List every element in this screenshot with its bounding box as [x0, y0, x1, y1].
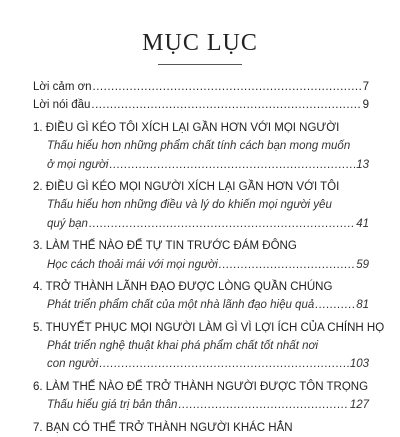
toc-page-number: 13	[356, 158, 369, 171]
table-of-contents	[33, 78, 385, 437]
chapter-subtitle-text: ở mọi người	[47, 158, 109, 171]
toc-page-number: 9	[362, 99, 369, 112]
chapter-subtitle-entry[interactable]	[33, 296, 369, 314]
toc-page-number: 41	[356, 217, 369, 230]
dot-leader	[99, 355, 348, 373]
dot-leader	[178, 396, 348, 414]
dot-leader	[109, 156, 355, 174]
toc-page-number: 81	[356, 299, 369, 312]
chapter-heading-3[interactable]: 3. LÀM THẾ NÀO ĐỂ TỰ TIN TRƯỚC ĐÁM ĐÔNG	[33, 240, 297, 253]
toc-entry-label: Lời nói đầu	[33, 99, 91, 112]
chapter-subtitle: Phát triển nghệ thuật khai phá phẩm chất tốt nhất nơi	[47, 340, 318, 353]
dot-leader	[219, 256, 355, 274]
toc-entry-label: Lời cảm ơn	[33, 81, 92, 93]
chapter-subtitle: Thấu hiểu hơn những phẩm chất tính cách bạn mong muốn	[47, 140, 351, 153]
chapter-subtitle-cont[interactable]	[33, 215, 369, 233]
page-title: MỤC LỤC	[142, 30, 258, 56]
chapter-heading-4[interactable]: 4. TRỞ THÀNH LÃNH ĐẠO ĐƯỢC LÒNG QUẦN CHÚNG	[33, 280, 333, 293]
toc-entry-acknowledgements[interactable]	[33, 78, 369, 96]
toc-page-number: 59	[356, 258, 369, 271]
chapter-subtitle-text: quý bạn	[47, 217, 88, 230]
chapter-subtitle-entry[interactable]	[33, 256, 369, 274]
dot-leader	[89, 215, 355, 233]
toc-page-number: 7	[362, 81, 369, 93]
chapter-subtitle-cont[interactable]	[33, 156, 369, 174]
chapter-subtitle-cont[interactable]	[33, 355, 369, 373]
chapter-subtitle: Thấu hiểu hơn những điều và lý do khiến mọi người yêu	[47, 199, 332, 212]
chapter-subtitle-text: Thấu hiểu giá trị bản thân	[47, 399, 178, 412]
chapter-subtitle-text: Phát triển phẩm chất của một nhà lãnh đạo hiệu quả	[47, 299, 315, 312]
toc-page-number: 103	[349, 358, 369, 371]
dot-leader	[93, 78, 362, 96]
dot-leader	[315, 296, 355, 314]
toc-page-number: 127	[349, 399, 369, 412]
title-underline	[158, 64, 242, 65]
chapter-heading-5[interactable]: 5. THUYẾT PHỤC MỌI NGƯỜI LÀM GÌ VÌ LỢI ÍCH CỦA CHÍNH HỌ	[33, 321, 385, 334]
chapter-heading-1[interactable]: 1. ĐIỀU GÌ KÉO TÔI XÍCH LẠI GẦN HƠN VỚI MỌI NGƯỜI	[33, 121, 340, 134]
dot-leader	[91, 96, 361, 114]
chapter-heading-7[interactable]: 7. BẠN CÓ THỂ TRỞ THÀNH NGƯỜI KHÁC HẲN	[33, 421, 293, 434]
chapter-subtitle-text: con người	[47, 358, 99, 371]
chapter-heading-2[interactable]: 2. ĐIỀU GÌ KÉO MỌI NGƯỜI XÍCH LẠI GẦN HƠN VỚI TÔI	[33, 180, 340, 193]
toc-entry-preface[interactable]	[33, 96, 369, 114]
chapter-subtitle-entry[interactable]	[33, 396, 369, 414]
chapter-heading-6[interactable]: 6. LÀM THẾ NÀO ĐỂ TRỞ THÀNH NGƯỜI ĐƯỢC TÔN TRỌNG	[33, 380, 369, 393]
chapter-subtitle-text: Học cách thoải mái với mọi người	[47, 258, 218, 271]
